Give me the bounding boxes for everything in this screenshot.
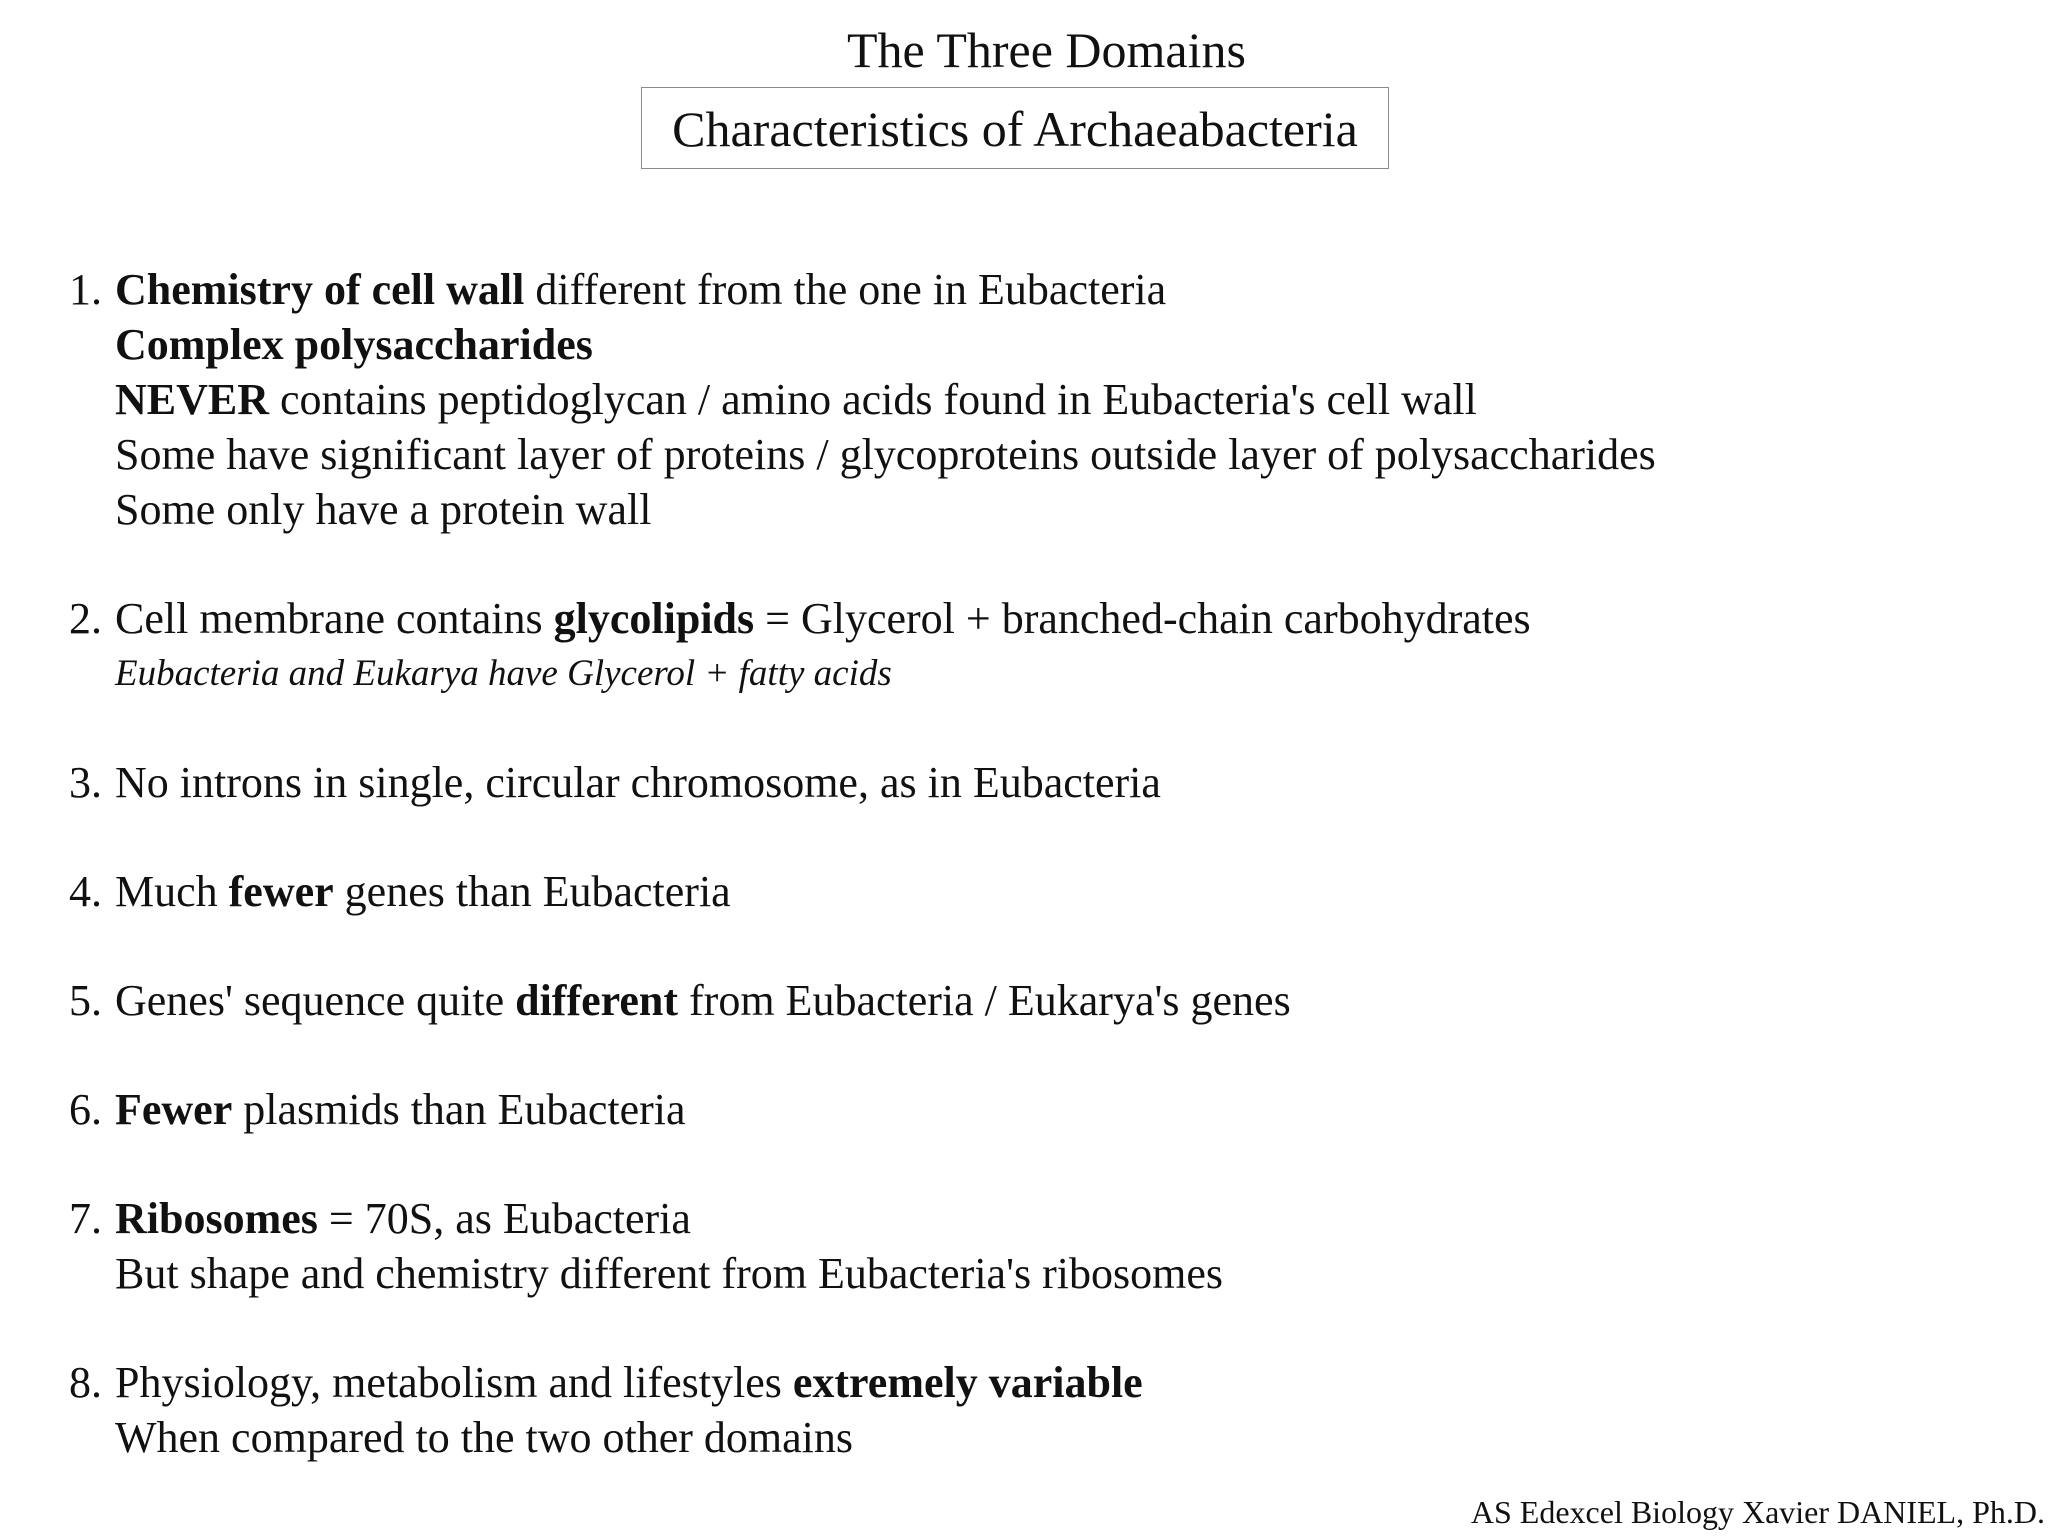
item-text: contains peptidoglycan / amino acids found in Eubacteria's cell wall bbox=[269, 375, 1477, 424]
footer-credit: AS Edexcel Biology Xavier DANIEL, Ph.D. bbox=[1470, 1494, 2045, 1530]
item-text: = 70S, as Eubacteria bbox=[317, 1194, 691, 1243]
item-number: 1. bbox=[69, 265, 102, 314]
item-line bbox=[69, 864, 1969, 919]
list-item-5 bbox=[69, 973, 1969, 1028]
bold-text: glycolipids bbox=[553, 594, 755, 643]
bold-text: fewer bbox=[228, 867, 334, 916]
item-line bbox=[69, 1355, 1969, 1410]
page-title: The Three Domains bbox=[847, 22, 1246, 78]
list-item-8 bbox=[69, 1355, 1969, 1465]
item-line bbox=[69, 262, 1969, 317]
item-number: 5. bbox=[69, 976, 102, 1025]
item-text: Genes' sequence quite bbox=[115, 976, 516, 1025]
list-item-1 bbox=[69, 262, 1969, 537]
item-line bbox=[69, 317, 1969, 372]
bold-text: Ribosomes bbox=[115, 1194, 318, 1243]
item-line bbox=[69, 1191, 1969, 1246]
item-number: 3. bbox=[69, 758, 102, 807]
item-text: plasmids than Eubacteria bbox=[232, 1085, 686, 1134]
item-number: 4. bbox=[69, 867, 102, 916]
item-line: Some only have a protein wall bbox=[115, 485, 652, 534]
bold-text: NEVER bbox=[115, 375, 270, 424]
item-line bbox=[69, 372, 1969, 427]
item-text: Much bbox=[115, 867, 229, 916]
list-item-2 bbox=[69, 591, 1969, 701]
item-number: 8. bbox=[69, 1358, 102, 1407]
item-number: 2. bbox=[69, 594, 102, 643]
item-number: 6. bbox=[69, 1085, 102, 1134]
item-line bbox=[69, 1082, 1969, 1137]
item-text: = Glycerol + branched-chain carbohydrates bbox=[754, 594, 1531, 643]
bold-text: different bbox=[515, 976, 679, 1025]
bold-text: extremely variable bbox=[792, 1358, 1143, 1407]
item-line bbox=[69, 591, 1969, 646]
bold-text: Fewer bbox=[115, 1085, 233, 1134]
item-line: When compared to the two other domains bbox=[115, 1413, 854, 1462]
subtitle-box: Characteristics of Archaeabacteria bbox=[641, 87, 1389, 169]
item-text: from Eubacteria / Eukarya's genes bbox=[678, 976, 1291, 1025]
bold-text: Complex polysaccharides bbox=[115, 320, 593, 369]
list-item-4 bbox=[69, 864, 1969, 919]
italic-note: Eubacteria and Eukarya have Glycerol + fatty acids bbox=[115, 653, 892, 694]
bold-text: Chemistry of cell wall bbox=[115, 265, 525, 314]
list-item-3 bbox=[69, 755, 1969, 810]
item-line bbox=[69, 973, 1969, 1028]
characteristics-list bbox=[69, 262, 1969, 1519]
item-text: different from the one in Eubacteria bbox=[524, 265, 1167, 314]
list-item-7 bbox=[69, 1191, 1969, 1301]
item-line: Some have significant layer of proteins / glycoproteins outside layer of polysaccharides bbox=[115, 430, 1656, 479]
item-text: genes than Eubacteria bbox=[333, 867, 731, 916]
item-text: Physiology, metabolism and lifestyles bbox=[115, 1358, 793, 1407]
item-number: 7. bbox=[69, 1194, 102, 1243]
item-text: Cell membrane contains bbox=[115, 594, 554, 643]
item-line: But shape and chemistry different from Eubacteria's ribosomes bbox=[115, 1249, 1224, 1298]
list-item-6 bbox=[69, 1082, 1969, 1137]
item-line: No introns in single, circular chromosome, as in Eubacteria bbox=[115, 758, 1161, 807]
